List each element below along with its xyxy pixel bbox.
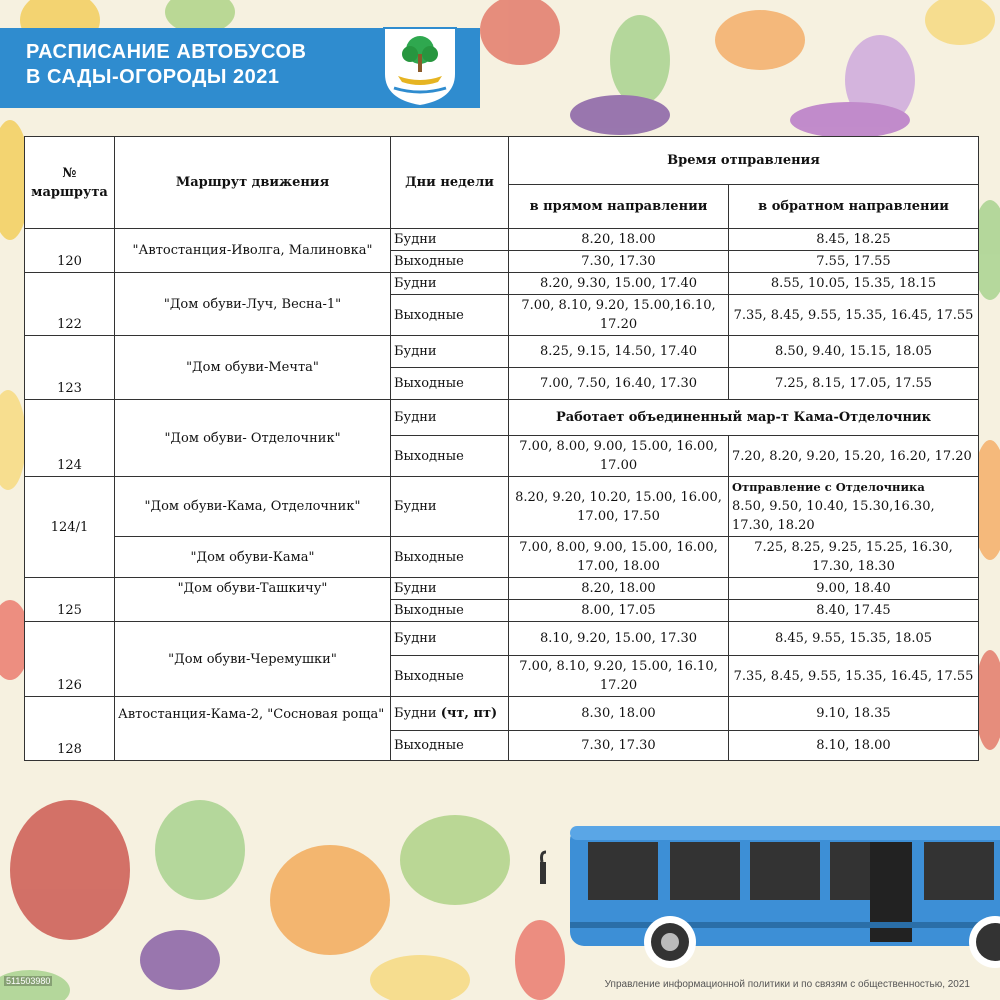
backward-times: 7.55, 17.55 [729,251,979,273]
route-number: 120 [25,229,115,273]
header-forward-direction: в прямом направлении [509,185,729,229]
backward-times: 8.45, 9.55, 15.35, 18.05 [729,622,979,656]
route-name: "Дом обуви-Луч, Весна-1" [115,273,391,336]
forward-times: 8.20, 9.30, 15.00, 17.40 [509,273,729,295]
backward-times: 9.00, 18.40 [729,578,979,600]
route-number: 125 [25,578,115,622]
backward-times: 8.45, 18.25 [729,229,979,251]
table-row [25,336,979,368]
route-name: "Дом обуви-Черемушки" [115,622,391,697]
route-name: "Дом обуви-Мечта" [115,336,391,400]
backward-times: 8.50, 9.50, 10.40, 15.30,16.30, 17.30, 18.20 [732,499,935,533]
day-type: Выходные [391,295,509,336]
backward-times: 7.20, 8.20, 9.20, 15.20, 16.20, 17.20 [729,436,979,477]
day-type: Выходные [391,656,509,697]
backward-times: 8.55, 10.05, 15.35, 18.15 [729,273,979,295]
table-row [25,578,979,600]
forward-times: 8.20, 9.20, 10.20, 15.00, 16.00, 17.00, 17.50 [509,477,729,537]
header-departure-time: Время отправления [509,137,979,185]
table-row [25,229,979,251]
forward-times: 7.00, 8.10, 9.20, 15.00,16.10, 17.20 [509,295,729,336]
forward-times: 7.30, 17.30 [509,731,729,761]
table-row [25,273,979,295]
day-type: Выходные [391,731,509,761]
route-number: 123 [25,336,115,400]
day-type: Выходные [391,251,509,273]
route-number: 128 [25,697,115,761]
schedule-table [24,136,978,761]
header-days: Дни недели [391,137,509,229]
forward-times: 7.00, 8.00, 9.00, 15.00, 16.00, 17.00 [509,436,729,477]
route-name: Автостанция-Кама-2, "Сосновая роща" [115,697,391,761]
table-row [25,697,979,731]
day-type: Выходные [391,436,509,477]
backward-times: 7.25, 8.15, 17.05, 17.55 [729,368,979,400]
departure-note: Отправление с Отделочника [732,480,925,494]
route-name: "Дом обуви-Ташкичу" [115,578,391,622]
route-number: 122 [25,273,115,336]
banner-title-line-2: В САДЫ-ОГОРОДЫ 2021 [26,66,280,88]
forward-times: 7.00, 8.00, 9.00, 15.00, 16.00, 17.00, 18.00 [509,537,729,578]
route-name: "Дом обуви-Кама, Отделочник" [115,477,391,537]
forward-times: 7.30, 17.30 [509,251,729,273]
header-route: Маршрут движения [115,137,391,229]
day-type: Выходные [391,600,509,622]
day-type-extra: (чт, пт) [440,706,498,721]
day-type: Будни [391,336,509,368]
forward-times: 7.00, 8.10, 9.20, 15.00, 16.10, 17.20 [509,656,729,697]
day-type: Будни [394,706,437,721]
route-name: "Автостанция-Иволга, Малиновка" [115,229,391,273]
day-type: Будни [391,273,509,295]
day-type: Выходные [391,368,509,400]
table-row [25,622,979,656]
header-route-number: № маршрута [25,137,115,229]
day-type: Будни [391,578,509,600]
stock-image-id: 511503980 [6,976,51,986]
city-coat-of-arms-icon [380,24,460,108]
table-row [25,400,979,436]
backward-times: 7.25, 8.25, 9.25, 15.25, 16.30, 17.30, 18.30 [729,537,979,578]
route-number: 126 [25,622,115,697]
backward-times: 8.40, 17.45 [729,600,979,622]
backward-times: 7.35, 8.45, 9.55, 15.35, 16.45, 17.55 [729,295,979,336]
route-name: "Дом обуви-Кама" [115,537,391,578]
merged-route-notice: Работает объединенный мар-т Кама-Отделочник [509,400,979,436]
header-backward-direction: в обратном направлении [729,185,979,229]
backward-times: 9.10, 18.35 [729,697,979,731]
day-type: Будни [391,400,509,436]
day-type: Будни [391,622,509,656]
backward-times: 8.10, 18.00 [729,731,979,761]
day-type-cell [391,697,509,731]
forward-times: 7.00, 7.50, 16.40, 17.30 [509,368,729,400]
forward-times: 8.10, 9.20, 15.00, 17.30 [509,622,729,656]
forward-times: 8.20, 18.00 [509,578,729,600]
route-name: "Дом обуви- Отделочник" [115,400,391,477]
table-row [25,477,979,537]
banner-title-line-1: РАСПИСАНИЕ АВТОБУСОВ [26,41,307,63]
bus-icon [540,822,1000,972]
backward-times: 7.35, 8.45, 9.55, 15.35, 16.45, 17.55 [729,656,979,697]
route-number: 124/1 [25,477,115,578]
forward-times: 8.25, 9.15, 14.50, 17.40 [509,336,729,368]
day-type: Выходные [391,537,509,578]
route-number: 124 [25,400,115,477]
backward-times: 8.50, 9.40, 15.15, 18.05 [729,336,979,368]
forward-times: 8.20, 18.00 [509,229,729,251]
forward-times: 8.30, 18.00 [509,697,729,731]
day-type: Будни [391,477,509,537]
footer-credit: Управление информационной политики и по связям с общественностью, 2021 [604,979,970,990]
forward-times: 8.00, 17.05 [509,600,729,622]
day-type: Будни [391,229,509,251]
backward-times-cell [729,477,979,537]
table-row [25,537,979,578]
